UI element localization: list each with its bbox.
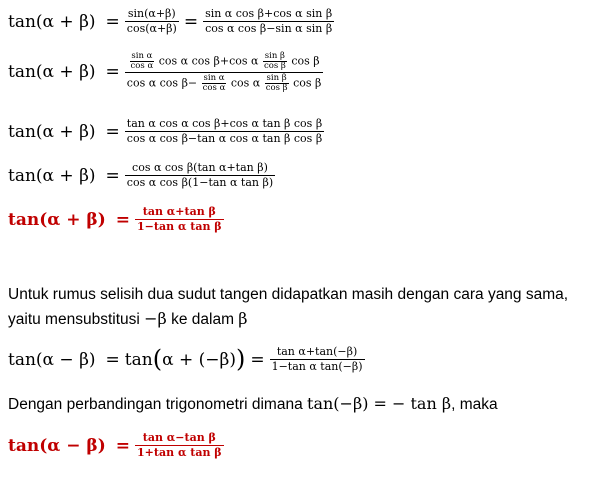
denominator-text: cos α [230, 76, 261, 90]
math-inline: β [238, 309, 248, 328]
inner-numerator: sin α [131, 51, 153, 61]
denominator-text: cos β [293, 76, 322, 90]
denominator: cos α cos β−sin α sin β [205, 22, 333, 36]
inner-denominator: cos α [130, 60, 154, 71]
denominator: cos α cos β(1−tan α tan β) [126, 176, 274, 190]
equation-2 [8, 52, 323, 93]
equation-lhs: tan(α + β) [8, 62, 96, 83]
inner-fraction [130, 52, 155, 71]
numerator: tan α+tan β [142, 205, 216, 218]
inner-numerator: sin β [264, 51, 285, 61]
inner-fraction [202, 74, 227, 93]
equation-lhs: tan(α + β) [8, 165, 96, 186]
numerator: tan α−tan β [142, 431, 216, 444]
fraction [125, 118, 324, 146]
numerator: sin α cos β+cos α sin β [205, 7, 333, 20]
denominator: 1−tan α tan β [137, 220, 222, 234]
numerator [127, 52, 322, 72]
tan-argument: α + (−β) [162, 349, 236, 370]
equation-1 [8, 8, 334, 36]
equation-lhs: tan(α + β) [8, 11, 96, 32]
equals-sign: = [105, 165, 120, 186]
equation-lhs: tan(α + β) [8, 209, 106, 230]
numerator-text: cos β [291, 54, 320, 68]
equals-sign: = [105, 11, 120, 32]
equals-sign: = [250, 349, 265, 370]
equals-sign: = [105, 62, 120, 83]
tan-function: tan [124, 349, 153, 370]
equals-sign: = [105, 349, 120, 370]
equation-lhs: tan(α + β) [8, 121, 96, 142]
fraction [203, 8, 334, 36]
inner-denominator: cos β [263, 60, 286, 71]
numerator-text: cos α cos β+cos α [158, 54, 259, 68]
paragraph-line-2 [8, 307, 608, 332]
math-inline: −β [144, 309, 167, 328]
math-inline: tan(−β) = − tan β [307, 394, 452, 413]
denominator-text: cos α cos β− [126, 76, 198, 90]
sentence-text: Dengan perbandingan trigonometri dimana [8, 396, 308, 413]
numerator: tan α cos α cos β+cos α tan β cos β [126, 117, 323, 130]
paragraph-text: yaitu mensubstitusi [8, 311, 145, 328]
numerator: tan α+tan(−β) [276, 345, 358, 358]
tan-difference-derivation: tan(α − β) = tan ( α + (−β) ) = $\frac{\text{tan α+tan(−β)}}{\text{1−tan α tan(−β)}}$ [8, 345, 363, 374]
fraction [125, 162, 275, 190]
tan-sum-result [8, 206, 224, 234]
denominator: cos(α+β) [126, 22, 177, 36]
paragraph-text: ke dalam [166, 311, 239, 328]
denominator [125, 72, 324, 93]
explanation-paragraph [8, 283, 608, 332]
sentence-text: , maka [451, 396, 498, 413]
fraction [135, 206, 224, 234]
inner-fraction [265, 74, 289, 93]
fraction [135, 432, 224, 460]
equals-sign: = [115, 209, 131, 230]
paragraph-line-1: Untuk rumus selisih dua sudut tangen didapatkan masih dengan cara yang sama, [8, 286, 569, 303]
numerator: cos α cos β(tan α+tan β) [132, 161, 268, 174]
inner-fraction [263, 52, 287, 71]
equals-sign: = [183, 11, 199, 32]
denominator: cos α cos β−tan α cos α tan β cos β [126, 132, 323, 146]
tan-difference-result [8, 432, 224, 460]
inner-denominator: cos β [265, 82, 288, 93]
equation-4 [8, 162, 275, 190]
equation-3 [8, 118, 324, 146]
equals-sign: = [105, 121, 120, 142]
numerator: sin(α+β) [127, 7, 176, 20]
equation-lhs: tan(α − β) [8, 349, 96, 370]
fraction [270, 346, 365, 374]
compound-fraction [125, 52, 324, 93]
inner-denominator: cos α [202, 82, 226, 93]
identity-sentence [8, 392, 608, 417]
denominator: 1−tan α tan(−β) [271, 360, 363, 374]
equation-lhs: tan(α − β) [8, 435, 106, 456]
equals-sign: = [115, 435, 131, 456]
fraction [125, 8, 179, 36]
denominator: 1+tan α tan β [137, 446, 222, 460]
inner-numerator: sin α [203, 72, 225, 83]
inner-numerator: sin β [266, 72, 287, 83]
